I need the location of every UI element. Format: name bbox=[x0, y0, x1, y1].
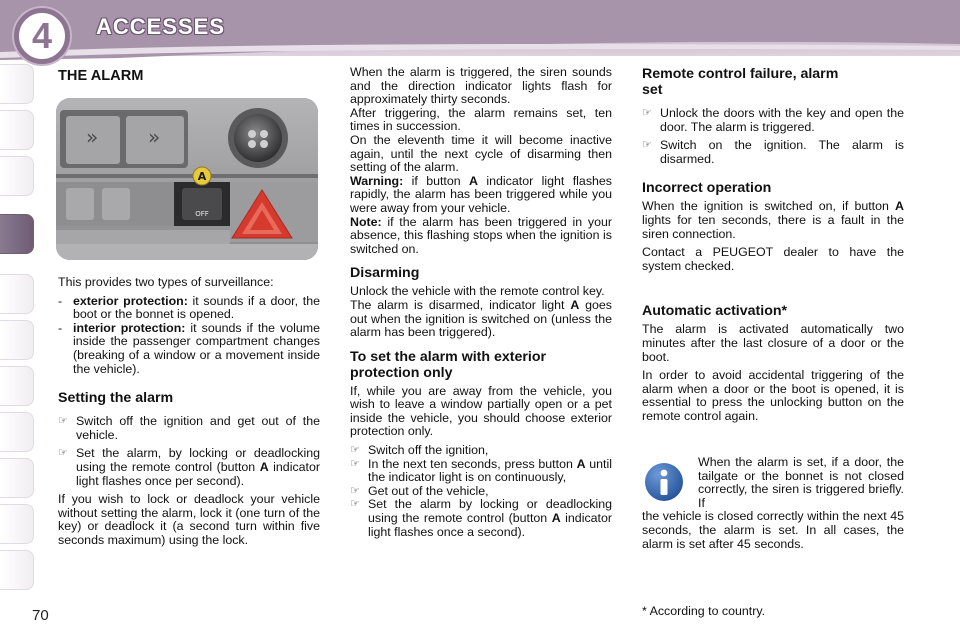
footnote: * According to country. bbox=[642, 604, 766, 618]
list-item: ☞ Unlock the doors with the key and open the door. The alarm is triggered. bbox=[642, 106, 904, 134]
list-item: ☞ Get out of the vehicle, bbox=[350, 483, 489, 498]
section-title-the-alarm: THE ALARM bbox=[58, 68, 144, 84]
pointing-finger-icon: ☞ bbox=[642, 139, 652, 152]
intro-text: This provides two types of surveillance: bbox=[58, 275, 274, 289]
section-title-automatic: Automatic activation* bbox=[642, 303, 788, 320]
auto-p1: The alarm is activated automatically two minutes after the last closure of a door or the boot. bbox=[642, 322, 904, 364]
warning-text: Warning: if button A indicator light flashes rapidly, the alarm has been triggered while you were away from your vehicle. bbox=[350, 173, 612, 215]
exterior-intro: If, while you are away from the vehicle, you wish to leave a window partially open or a pet inside the vehicle, you should choose exterior protection only. bbox=[350, 383, 612, 439]
triggered-text: When the alarm is triggered, the siren sounds and the direction indicator lights flash for approximately thirty seconds. bbox=[350, 65, 612, 107]
pointing-finger-icon: ☞ bbox=[350, 457, 360, 470]
pointing-finger-icon: ☞ bbox=[642, 107, 652, 119]
eleventh-text: On the eleventh time it will become inactive again, until the next cycle of disarming then setting of the alarm. bbox=[350, 132, 612, 175]
list-item: ☞ Set the alarm, by locking or deadlocking using the remote control (button A indicator light flashes once per second). bbox=[58, 446, 320, 488]
page-number: 70 bbox=[32, 607, 49, 624]
svg-text:»: » bbox=[148, 125, 161, 149]
side-tab[interactable] bbox=[0, 156, 34, 196]
pointing-finger-icon: ☞ bbox=[58, 447, 68, 460]
list-item: - exterior protection: it sounds if a door, the boot or the bonnet is opened. bbox=[58, 293, 320, 322]
button-a-label: A bbox=[197, 170, 207, 183]
side-tab[interactable] bbox=[0, 550, 34, 590]
list-item: ☞ Switch off the ignition and get out of the vehicle. bbox=[58, 414, 320, 442]
section-title-incorrect: Incorrect operation bbox=[642, 180, 772, 197]
incorrect-p1: When the ignition is switched on, if button A lights for ten seconds, there is a fault in the siren connection. bbox=[642, 199, 904, 241]
side-tab[interactable] bbox=[0, 320, 34, 360]
column-2 bbox=[350, 66, 612, 539]
note-text: Note: if the alarm has been triggered in your absence, this flashing stops when the ignition is switched on. bbox=[350, 214, 612, 256]
side-tab[interactable] bbox=[0, 412, 34, 452]
column-3 bbox=[642, 66, 904, 424]
list-item: ☞ In the next ten seconds, press button A until the indicator light is on continuously, bbox=[350, 456, 612, 485]
info-text-first: When the alarm is set, if a door, the tailgate or the bonnet is not closed correctly, the siren is triggered briefly. If bbox=[698, 455, 904, 510]
side-tabs bbox=[0, 64, 36, 584]
info-text-rest: the vehicle is closed correctly within the next 45 seconds, the alarm is set. In all cases, the alarm is set after 45 seconds. bbox=[642, 509, 904, 551]
list-item: ☞ Switch off the ignition, bbox=[350, 443, 489, 458]
auto-p2: In order to avoid accidental triggering of the alarm when a door or the boot is opened, it is essential to press the unlocking button on the remote control again. bbox=[642, 368, 904, 423]
side-tab[interactable] bbox=[0, 366, 34, 406]
side-tab[interactable] bbox=[0, 274, 34, 314]
column-1 bbox=[58, 66, 320, 548]
pointing-finger-icon: ☞ bbox=[350, 484, 360, 497]
info-icon bbox=[644, 462, 684, 502]
chapter-title: ACCESSES bbox=[96, 14, 226, 39]
after-trigger-text: After triggering, the alarm remains set, ten times in succession. bbox=[350, 105, 612, 134]
disarming-p2: The alarm is disarmed, indicator light A goes out when the ignition is switched on (unless the alarm has been triggered). bbox=[350, 297, 612, 340]
section-title-disarming: Disarming bbox=[350, 265, 420, 282]
list-item: ☞ Switch on the ignition. The alarm is disarmed. bbox=[642, 138, 904, 166]
list-item: - interior protection: it sounds if the volume inside the passenger compartment changes (breaking of a window or a movement inside the vehicle). bbox=[58, 320, 320, 376]
off-label: OFF bbox=[195, 210, 209, 218]
side-tab[interactable] bbox=[0, 504, 34, 544]
setting-note: If you wish to lock or deadlock your vehicle without setting the alarm, lock it (one turn of the key) or deadlock it (a second turn within five seconds maximum) using the lock. bbox=[58, 492, 320, 547]
side-tab[interactable] bbox=[0, 64, 34, 104]
pointing-finger-icon: ☞ bbox=[350, 498, 360, 511]
section-title-setting: Setting the alarm bbox=[58, 390, 174, 407]
chapter-number-badge: 4 bbox=[14, 8, 70, 64]
pointing-finger-icon: ☞ bbox=[58, 415, 68, 428]
info-box bbox=[642, 456, 904, 551]
section-title-remote-failure: Remote control failure, alarm set bbox=[642, 66, 839, 98]
list-item: ☞ Set the alarm by locking or deadlocking using the remote control (button A indicator light flashes once a second). bbox=[350, 497, 612, 539]
disarming-p1: Unlock the vehicle with the remote control key. bbox=[350, 284, 605, 299]
side-tab-active[interactable] bbox=[0, 214, 34, 254]
incorrect-p2: Contact a PEUGEOT dealer to have the system checked. bbox=[642, 245, 904, 273]
side-tab[interactable] bbox=[0, 458, 34, 498]
side-tab[interactable] bbox=[0, 110, 34, 150]
section-title-exterior: To set the alarm with exterior protection only bbox=[350, 348, 547, 381]
svg-text:»: » bbox=[86, 125, 99, 149]
pointing-finger-icon: ☞ bbox=[350, 444, 360, 457]
